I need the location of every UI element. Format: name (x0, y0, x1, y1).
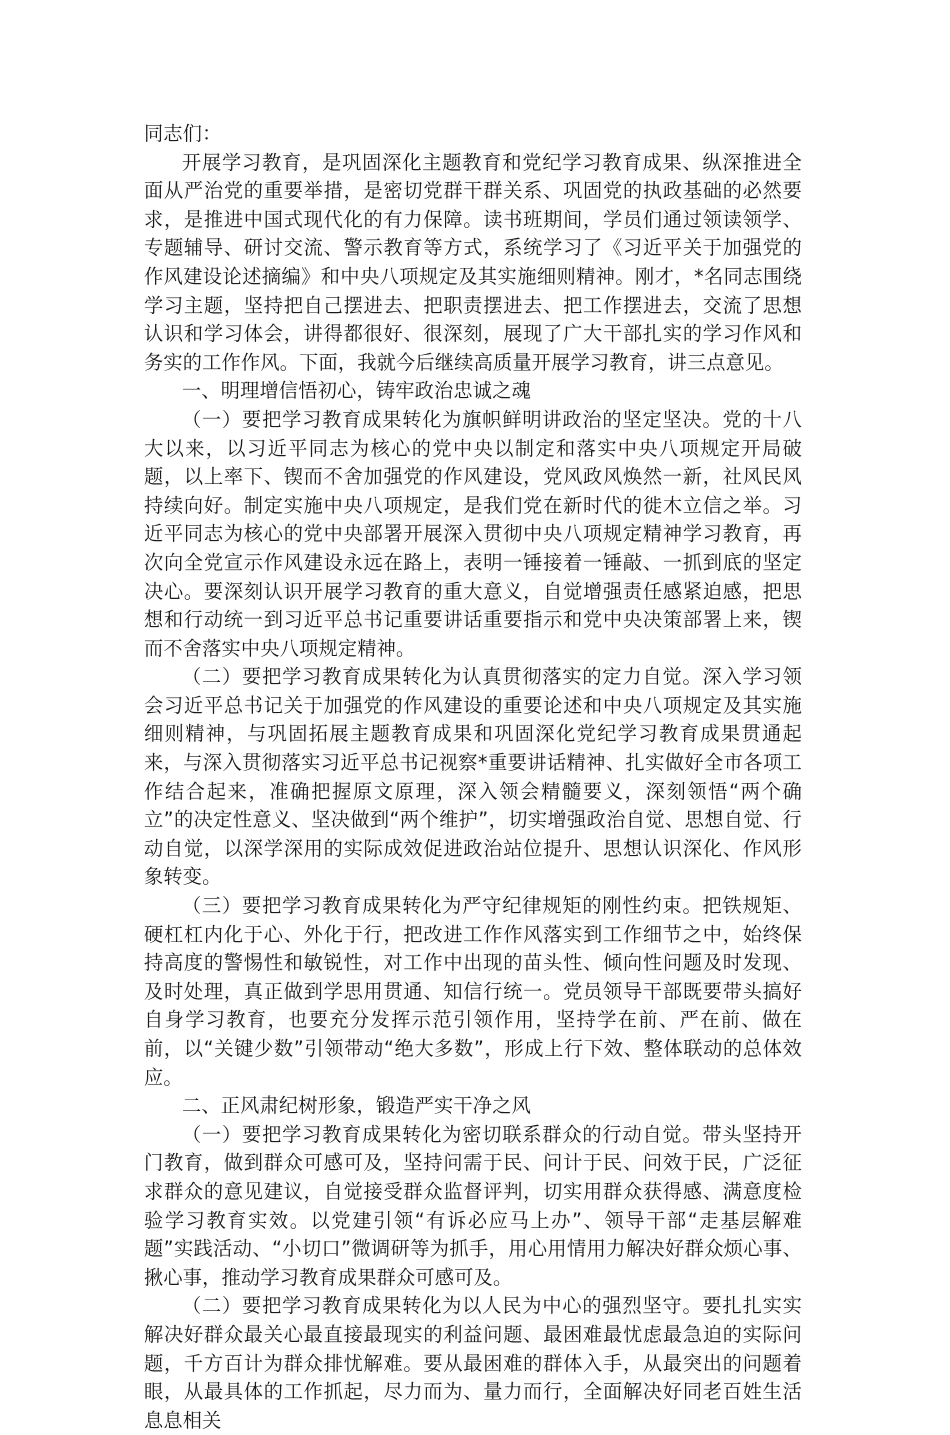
section-2-paragraph-2: （二）要把学习教育成果转化为以人民为中心的强烈坚守。要扎扎实实解决好群众最关心最直接最现实的利益问题、最困难最忧虑最急迫的实际问题，千方百计为群众排忧解难。要从最困难的群体入手，从最突出的问题着眼，从最具体的工作抓起，尽力而为、量力而行，全面解决好同老百姓生活息息相关 (144, 1294, 802, 1432)
section-1-paragraph-1: （一）要把学习教育成果转化为旗帜鲜明讲政治的坚定坚决。党的十八大以来，以习近平同志为核心的党中央以制定和落实中央八项规定开局破题，以上率下、锲而不舍加强党的作风建设，党风政风焕然一新，社风民风持续向好。制定实施中央八项规定，是我们党在新时代的徙木立信之举。习近平同志为核心的党中央部署开展深入贯彻中央八项规定精神学习教育，再次向全党宣示作风建设永远在路上，表明一锤接着一锤敲、一抓到底的坚定决心。要深刻认识开展学习教育的重大意义，自觉增强责任感紧迫感，把思想和行动统一到习近平总书记重要讲话重要指示和党中央决策部署上来，锲而不舍落实中央八项规定精神。 (144, 407, 802, 660)
section-1-paragraph-2: （二）要把学习教育成果转化为认真贯彻落实的定力自觉。深入学习领会习近平总书记关于加强党的作风建设的重要论述和中央八项规定及其实施细则精神，与巩固拓展主题教育成果和巩固深化党纪学习教育成果贯通起来，与深入贯彻落实习近平总书记视察*重要讲话精神、扎实做好全市各项工作结合起来，准确把握原文原理，深入领会精髓要义，深刻领悟“两个确立”的决定性意义、坚决做到“两个维护”，切实增强政治自觉、思想自觉、行动自觉，以深学深用的实际成效促进政治站位提升、思想认识深化、作风形象转变。 (144, 665, 802, 889)
section-1-heading: 一、明理增信悟初心，铸牢政治忠诚之魂 (182, 379, 531, 403)
greeting: 同志们： (144, 122, 222, 145)
section-1-paragraph-3: （三）要把学习教育成果转化为严守纪律规矩的刚性约束。把铁规矩、硬杠杠内化于心、外化于行，把改进工作作风落实到工作细节之中，始终保持高度的警惕性和敏锐性，对工作中出现的苗头性、倾向性问题及时发现、及时处理，真正做到学思用贯通、知信行统一。党员领导干部既要带头搞好自身学习教育，也要充分发挥示范引领作用，坚持学在前、严在前、做在前，以“关键少数”引领带动“绝大多数”，形成上行下效、整体联动的总体效应。 (144, 894, 802, 1089)
section-2-paragraph-1: （一）要把学习教育成果转化为密切联系群众的行动自觉。带头坚持开门教育，做到群众可感可及，坚持问需于民、问计于民、问效于民，广泛征求群众的意见建议，自觉接受群众监督评判，切实用群众获得感、满意度检验学习教育实效。以党建引领“有诉必应马上办”、领导干部“走基层解难题”实践活动、“小切口”微调研等为抓手，用心用情用力解决好群众烦心事、揪心事，推动学习教育成果群众可感可及。 (144, 1122, 802, 1289)
section-2-heading: 二、正风肃纪树形象，锻造严实干净之风 (182, 1094, 531, 1118)
intro-paragraph: 开展学习教育，是巩固深化主题教育和党纪学习教育成果、纵深推进全面从严治党的重要举措，是密切党群干群关系、巩固党的执政基础的必然要求，是推进中国式现代化的有力保障。读书班期间，学员们通过领读领学、专题辅导、研讨交流、警示教育等方式，系统学习了《习近平关于加强党的作风建设论述摘编》和中央八项规定及其实施细则精神。刚才，*名同志围绕学习主题，坚持把自己摆进去、把职责摆进去、把工作摆进去，交流了思想认识和学习体会，讲得都很好、很深刻，展现了广大干部扎实的学习作风和务实的工作作风。下面，我就今后继续高质量开展学习教育，讲三点意见。 (144, 150, 802, 374)
document-body (144, 120, 802, 1435)
